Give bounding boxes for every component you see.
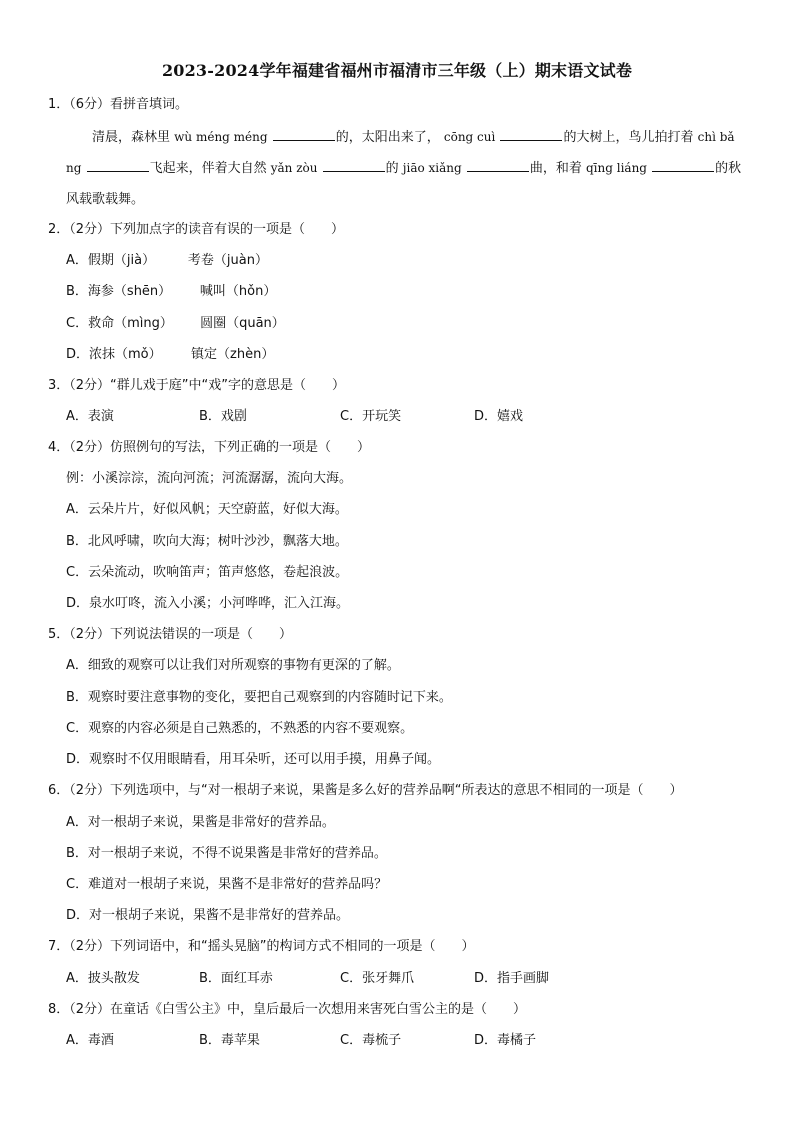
question-6-option-b[interactable]: B．对一根胡子来说，不得不说果酱是非常好的营养品。: [66, 846, 387, 861]
question-2-option-b[interactable]: [66, 282, 276, 302]
question-5-stem: 5．（2分）下列说法错误的一项是（ ）: [48, 627, 293, 642]
exam-title: 2023-2024学年福建省福州市福清市三年级（上）期末语文试卷: [161, 61, 633, 80]
passage-text: 的秋: [715, 161, 742, 176]
question-2-option-d[interactable]: [66, 345, 274, 365]
option-word: 喊叫（hǒn）: [199, 284, 277, 299]
question-7-option-c[interactable]: C．张牙舞爪: [340, 971, 415, 986]
passage-text: 的，太阳出来了，: [335, 130, 440, 145]
answer-blank[interactable]: [500, 127, 562, 141]
question-4-option-b[interactable]: B．北风呼啸，吹向大海；树叶沙沙，飘落大地。: [66, 534, 348, 549]
option-word: 浓抹（mǒ）: [89, 347, 162, 362]
question-8-option-a[interactable]: A．毒酒: [66, 1033, 114, 1048]
pinyin: ng: [66, 161, 82, 175]
question-5-option-d[interactable]: D．观察时不仅用眼睛看，用耳朵听，还可以用手摸，用鼻子闻。: [66, 752, 441, 767]
pinyin: jiāo xiǎng: [402, 161, 462, 175]
question-5-option-c[interactable]: C．观察的内容必须是自己熟悉的，不熟悉的内容不要观察。: [66, 721, 414, 736]
answer-blank[interactable]: [273, 127, 335, 141]
question-3-option-a[interactable]: A．表演: [66, 409, 114, 424]
passage-text: 的大树上，鸟儿拍打着: [563, 130, 694, 145]
answer-blank[interactable]: [652, 158, 714, 172]
question-7-option-d[interactable]: D．指手画脚: [474, 971, 550, 986]
question-5-option-b[interactable]: B．观察时要注意事物的变化，要把自己观察到的内容随时记下来。: [66, 690, 452, 705]
question-1-stem: 1．（6分）看拼音填词。: [48, 97, 189, 112]
question-7-option-b[interactable]: B．面红耳赤: [199, 971, 273, 986]
option-label: D．: [66, 347, 90, 362]
passage-text: 清晨，森林里: [92, 130, 171, 145]
question-4-stem: 4．（2分）仿照例句的写法，下列正确的一项是（ ）: [48, 440, 371, 455]
answer-blank[interactable]: [467, 158, 529, 172]
question-2-option-a[interactable]: [66, 251, 268, 271]
option-label: A．: [66, 253, 88, 268]
pinyin: yǎn zòu: [270, 161, 318, 175]
option-label: C．: [66, 316, 89, 331]
question-7-stem: 7．（2分）下列词语中，和“摇头晃脑”的构词方式不相同的一项是（ ）: [48, 939, 475, 954]
answer-blank[interactable]: [87, 158, 149, 172]
question-3-option-d[interactable]: D．嬉戏: [474, 409, 524, 424]
passage-text: 曲，和着: [529, 161, 582, 176]
option-word: 救命（mìng）: [88, 316, 173, 331]
question-6-stem: 6．（2分）下列选项中，与“对一根胡子来说，果酱是多么好的营养品啊“所表达的意思不相同的一项是（ ）: [48, 783, 683, 798]
question-3-stem: 3．（2分）“群儿戏于庭”中“戏”字的意思是（ ）: [48, 378, 345, 393]
question-6-option-c[interactable]: C．难道对一根胡子来说，果酱不是非常好的营养品吗？: [66, 877, 388, 892]
question-4-example: 例：小溪淙淙，流向河流；河流潺潺，流向大海。: [66, 471, 353, 486]
question-4-option-c[interactable]: C．云朵流动，吹响笛声；笛声悠悠，卷起浪波。: [66, 565, 349, 580]
question-6-option-a[interactable]: A．对一根胡子来说，果酱是非常好的营养品。: [66, 815, 335, 830]
question-1-passage-line-2: [66, 158, 741, 179]
passage-text: 的: [385, 161, 399, 176]
question-2-option-c[interactable]: [66, 314, 285, 334]
question-4-option-d[interactable]: D．泉水叮咚，流入小溪；小河哗哗，汇入江海。: [66, 596, 350, 611]
option-word: 海参（shēn）: [87, 284, 172, 299]
question-3-option-c[interactable]: C．开玩笑: [340, 409, 402, 424]
question-3-option-b[interactable]: B．戏剧: [199, 409, 247, 424]
pinyin: cōng cuì: [443, 130, 496, 144]
pinyin: qīng liáng: [586, 161, 647, 175]
pinyin: chì bǎ: [697, 130, 735, 144]
question-7-option-a[interactable]: A．披头散发: [66, 971, 140, 986]
option-word: 镇定（zhèn）: [191, 347, 275, 362]
question-8-option-c[interactable]: C．毒梳子: [340, 1033, 402, 1048]
question-6-option-d[interactable]: D．对一根胡子来说，果酱不是非常好的营养品。: [66, 908, 350, 923]
question-8-option-b[interactable]: B．毒苹果: [199, 1033, 260, 1048]
option-word: 圆圈（quān）: [200, 316, 285, 331]
question-8-stem: 8．（2分）在童话《白雪公主》中，皇后最后一次想用来害死白雪公主的是（ ）: [48, 1002, 527, 1017]
question-5-option-a[interactable]: A．细致的观察可以让我们对所观察的事物有更深的了解。: [66, 658, 400, 673]
question-8-option-d[interactable]: D．毒橘子: [474, 1033, 537, 1048]
option-word: 考卷（juàn）: [187, 253, 268, 268]
question-2-stem: 2．（2分）下列加点字的读音有误的一项是（ ）: [48, 222, 345, 237]
question-4-option-a[interactable]: A．云朵片片，好似风帆；天空蔚蓝，好似大海。: [66, 502, 348, 517]
option-label: B．: [66, 284, 88, 299]
question-1-passage-line-1: [92, 127, 735, 148]
option-word: 假期（jià）: [87, 253, 156, 268]
question-1-passage-line-3: 风载歌载舞。: [66, 192, 145, 207]
passage-text: 飞起来，伴着大自然: [149, 161, 267, 176]
answer-blank[interactable]: [323, 158, 385, 172]
pinyin: wù méng méng: [174, 130, 268, 144]
